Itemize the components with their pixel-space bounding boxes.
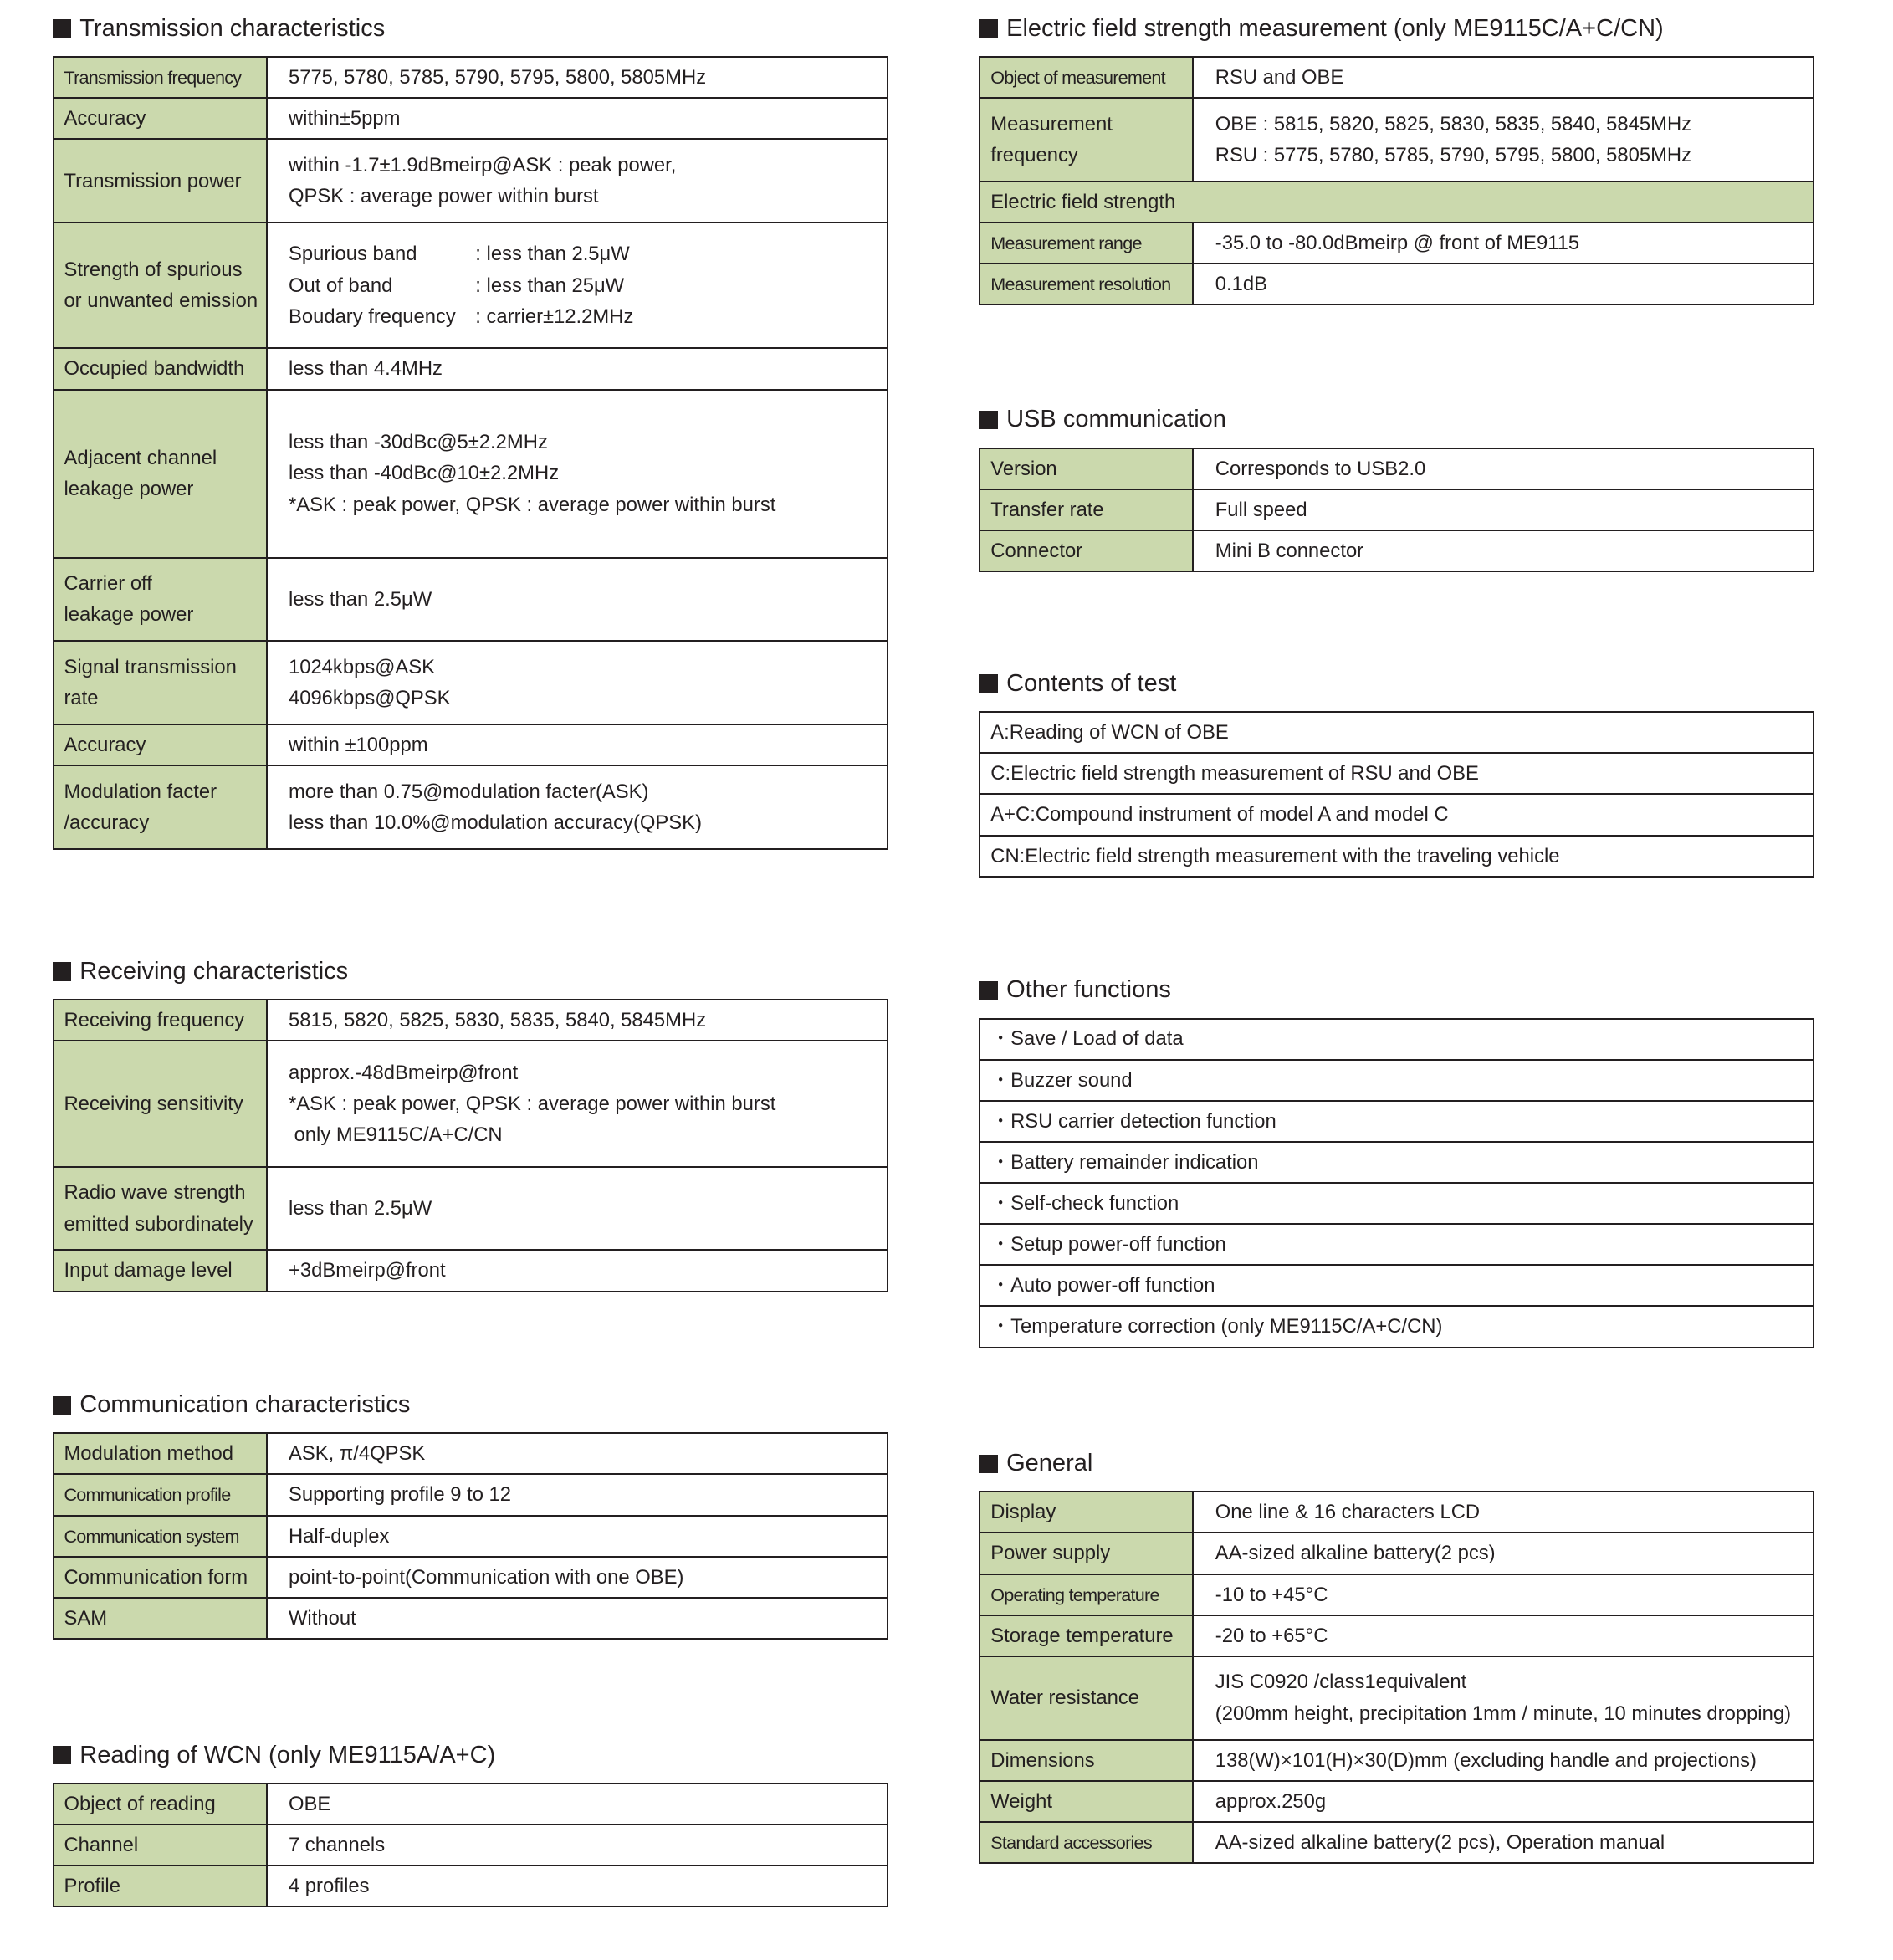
section-title — [53, 1391, 411, 1419]
label-line: Object of reading — [64, 1792, 216, 1815]
spec-table — [979, 711, 1814, 878]
value-line: 4 profiles — [288, 1874, 370, 1897]
table-row — [54, 1557, 888, 1598]
table-row — [980, 1060, 1814, 1101]
square-bullet-icon — [979, 674, 997, 693]
section-usb — [979, 406, 1814, 572]
spec-table — [979, 1491, 1814, 1864]
value-line: Corresponds to USB2.0 — [1215, 457, 1426, 480]
label-line: frequency — [990, 144, 1078, 166]
row-label — [980, 57, 1193, 98]
row-value — [1193, 57, 1814, 98]
row-label — [54, 1557, 267, 1598]
table-row — [54, 348, 888, 389]
square-bullet-icon — [53, 962, 71, 980]
square-bullet-icon — [979, 1455, 997, 1473]
table-row — [54, 765, 888, 849]
row-label — [980, 530, 1193, 571]
table-row — [54, 558, 888, 642]
label-line: leakage power — [64, 603, 194, 627]
value-line: Without — [288, 1606, 356, 1630]
value-line: within±5ppm — [288, 107, 401, 130]
table-row — [54, 1824, 888, 1865]
row-label — [54, 765, 267, 849]
table-row — [980, 836, 1814, 877]
table-row — [54, 1000, 888, 1041]
label-line: Weight — [990, 1789, 1052, 1813]
row-label — [54, 390, 267, 558]
section-electric — [979, 14, 1814, 305]
value-pair — [289, 301, 887, 332]
pair-label: Boudary frequency — [288, 304, 456, 328]
label-line: or unwanted emission — [64, 289, 258, 313]
value-line: JIS C0920 /class1equivalent — [1215, 1671, 1467, 1694]
table-row — [980, 223, 1814, 264]
value-line: less than 2.5μW — [288, 1196, 432, 1220]
section-title — [53, 958, 349, 985]
row-value — [1193, 1574, 1814, 1615]
label-line: Adjacent channel — [64, 446, 217, 469]
table-row — [980, 1183, 1814, 1224]
section-title — [53, 15, 386, 43]
label-line: Carrier off — [64, 572, 152, 596]
list-item: ・Self-check function — [980, 1183, 1814, 1224]
list-item: ・Battery remainder indication — [980, 1142, 1814, 1183]
label-line: Occupied bandwidth — [64, 357, 245, 381]
group-header-cell: Electric field strength — [980, 182, 1814, 223]
label-line: Water resistance — [990, 1686, 1140, 1710]
label-line: Storage temperature — [990, 1624, 1174, 1647]
label-line: emitted subordinately — [64, 1212, 253, 1236]
label-line: Channel — [64, 1833, 139, 1856]
value-line: *ASK : peak power, QPSK : average power within burst — [288, 493, 776, 516]
section-contents — [979, 670, 1814, 878]
label-line: Communication profile — [64, 1484, 231, 1506]
table-row — [980, 182, 1814, 223]
row-value — [267, 1474, 888, 1515]
section-other — [979, 976, 1814, 1348]
value-line: OBE — [288, 1792, 331, 1815]
list-item: ・Temperature correction (only ME9115C/A+C/CN) — [980, 1306, 1814, 1347]
row-label — [980, 223, 1193, 264]
value-line: Full speed — [1215, 498, 1307, 521]
value-line: 138(W)×101(H)×30(D)mm (excluding handle and projections) — [1215, 1748, 1757, 1772]
section-title-text: Transmission characteristics — [79, 14, 386, 42]
value-line: within ±100ppm — [288, 733, 428, 756]
row-label — [54, 1598, 267, 1639]
spec-table — [53, 1783, 888, 1907]
table-row — [980, 1781, 1814, 1822]
value-line: less than 4.4MHz — [288, 357, 443, 381]
row-value — [267, 1783, 888, 1824]
row-value — [1193, 1822, 1814, 1863]
row-label — [980, 489, 1193, 530]
row-value — [267, 1167, 888, 1251]
value-line: less than 2.5μW — [288, 587, 432, 611]
value-line: approx.-48dBmeirp@front — [288, 1061, 519, 1084]
label-line: SAM — [64, 1606, 108, 1630]
row-value — [1193, 1533, 1814, 1574]
table-row — [980, 98, 1814, 182]
section-title-text: Reading of WCN (only ME9115A/A+C) — [79, 1741, 496, 1768]
row-value — [267, 1000, 888, 1041]
table-row — [980, 57, 1814, 98]
row-label — [980, 1574, 1193, 1615]
table-row — [54, 1783, 888, 1824]
square-bullet-icon — [979, 981, 997, 1000]
row-label — [54, 1824, 267, 1865]
row-value — [267, 390, 888, 558]
row-value — [267, 1865, 888, 1906]
square-bullet-icon — [53, 1396, 71, 1415]
row-value — [267, 641, 888, 724]
row-value — [1193, 1781, 1814, 1822]
table-row — [980, 794, 1814, 835]
section-title-text: USB communication — [1006, 406, 1226, 433]
row-value — [1193, 448, 1814, 489]
table-row — [54, 139, 888, 223]
row-value — [267, 558, 888, 642]
section-title — [979, 976, 1171, 1004]
row-value — [267, 1433, 888, 1474]
label-line: Profile — [64, 1874, 120, 1897]
label-line: /accuracy — [64, 811, 150, 834]
row-value — [1193, 489, 1814, 530]
label-line: Measurement resolution — [990, 274, 1171, 295]
section-title — [53, 1742, 496, 1769]
table-row — [54, 1598, 888, 1639]
list-item: ・RSU carrier detection function — [980, 1101, 1814, 1142]
table-row — [54, 1433, 888, 1474]
row-label — [54, 1250, 267, 1291]
square-bullet-icon — [53, 1746, 71, 1764]
value-line: AA-sized alkaline battery(2 pcs) — [1215, 1542, 1496, 1565]
label-line: Receiving sensitivity — [64, 1092, 243, 1115]
table-row — [980, 1740, 1814, 1781]
value-line: ASK, π/4QPSK — [288, 1442, 426, 1466]
section-title-text: Electric field strength measurement (only ME9115C/A+C/CN) — [1006, 14, 1664, 42]
row-value — [267, 1516, 888, 1557]
table-row — [54, 1865, 888, 1906]
list-item: A+C:Compound instrument of model A and model C — [980, 794, 1814, 835]
list-item: A:Reading of WCN of OBE — [980, 712, 1814, 753]
label-line: Operating temperature — [990, 1584, 1159, 1605]
label-line: Connector — [990, 539, 1083, 562]
section-title — [979, 1450, 1092, 1477]
label-line: Object of measurement — [990, 66, 1165, 88]
row-value — [267, 1041, 888, 1166]
row-value — [267, 98, 888, 139]
section-title — [979, 670, 1176, 698]
pair-value: : less than 2.5μW — [475, 243, 630, 266]
table-row — [54, 1167, 888, 1251]
row-label — [980, 1781, 1193, 1822]
table-row — [980, 1224, 1814, 1265]
row-label — [980, 1656, 1193, 1740]
row-value — [267, 57, 888, 98]
row-value — [1193, 223, 1814, 264]
label-line: Measurement range — [990, 232, 1142, 253]
row-value — [267, 724, 888, 765]
table-row — [980, 489, 1814, 530]
value-line: more than 0.75@modulation facter(ASK) — [288, 780, 649, 803]
row-value — [1193, 530, 1814, 571]
row-value — [1193, 264, 1814, 304]
row-value — [267, 1557, 888, 1598]
row-label — [980, 448, 1193, 489]
row-value — [267, 348, 888, 389]
row-label — [54, 641, 267, 724]
table-row — [54, 223, 888, 348]
table-row — [980, 1306, 1814, 1347]
label-line: Power supply — [990, 1542, 1111, 1565]
label-line: Modulation facter — [64, 780, 217, 803]
section-general — [979, 1450, 1814, 1864]
value-line: approx.250g — [1215, 1789, 1327, 1813]
value-line: within -1.7±1.9dBmeirp@ASK : peak power, — [288, 153, 677, 177]
value-line: Supporting profile 9 to 12 — [288, 1483, 512, 1507]
section-title-text: Other functions — [1006, 976, 1171, 1004]
row-value — [1193, 1615, 1814, 1656]
value-line: 7 channels — [288, 1833, 386, 1856]
value-line: Mini B connector — [1215, 539, 1364, 562]
row-label — [54, 57, 267, 98]
row-value — [1193, 98, 1814, 182]
square-bullet-icon — [53, 19, 71, 38]
value-line: -10 to +45°C — [1215, 1583, 1328, 1606]
label-line: Transmission power — [64, 169, 242, 192]
row-label — [54, 1474, 267, 1515]
value-line: less than -40dBc@10±2.2MHz — [288, 462, 560, 485]
table-row — [980, 712, 1814, 753]
value-line: 4096kbps@QPSK — [288, 687, 451, 710]
row-label — [54, 223, 267, 348]
section-title-text: Contents of test — [1006, 670, 1177, 698]
table-row — [980, 1019, 1814, 1060]
table-row — [54, 724, 888, 765]
label-line: rate — [64, 687, 99, 710]
value-line: Half-duplex — [288, 1524, 390, 1548]
list-item: C:Electric field strength measurement of RSU and OBE — [980, 753, 1814, 794]
row-label — [980, 98, 1193, 182]
table-row — [980, 1615, 1814, 1656]
label-line: leakage power — [64, 478, 194, 500]
label-line: Modulation method — [64, 1442, 233, 1466]
pair-label: Out of band — [288, 274, 393, 297]
label-line: Accuracy — [64, 107, 146, 130]
spec-table — [53, 999, 888, 1292]
square-bullet-icon — [979, 19, 997, 38]
label-line: Version — [990, 457, 1057, 480]
table-row — [54, 1250, 888, 1291]
section-communication — [53, 1391, 888, 1640]
table-row — [980, 753, 1814, 794]
row-label — [54, 558, 267, 642]
row-label — [54, 724, 267, 765]
value-line: only ME9115C/A+C/CN — [288, 1123, 503, 1147]
section-title — [979, 15, 1663, 43]
section-title-text: Receiving characteristics — [79, 958, 349, 985]
row-value — [267, 139, 888, 223]
label-line: Transfer rate — [990, 498, 1104, 521]
spec-table — [979, 1018, 1814, 1348]
list-item: ・Save / Load of data — [980, 1019, 1814, 1060]
row-label — [54, 348, 267, 389]
spec-table — [979, 448, 1814, 572]
row-label — [54, 98, 267, 139]
table-row — [54, 641, 888, 724]
table-row — [980, 1574, 1814, 1615]
value-line: RSU and OBE — [1215, 65, 1344, 89]
square-bullet-icon — [979, 411, 997, 429]
label-line: Input damage level — [64, 1259, 233, 1282]
table-row — [980, 264, 1814, 304]
value-line: *ASK : peak power, QPSK : average power within burst — [288, 1092, 776, 1115]
spec-table — [53, 1432, 888, 1640]
value-pair — [289, 270, 887, 301]
value-line: 5775, 5780, 5785, 5790, 5795, 5800, 5805MHz — [288, 65, 707, 89]
value-pair — [289, 238, 887, 269]
label-line: Communication system — [64, 1525, 239, 1547]
value-line: 1024kbps@ASK — [288, 655, 436, 678]
value-line: +3dBmeirp@front — [288, 1259, 446, 1282]
label-line: Receiving frequency — [64, 1009, 245, 1032]
table-row — [980, 1492, 1814, 1533]
list-item: CN:Electric field strength measurement with the traveling vehicle — [980, 836, 1814, 877]
spec-table — [53, 56, 888, 850]
row-label — [54, 139, 267, 223]
table-row — [54, 390, 888, 558]
row-label — [54, 1516, 267, 1557]
value-line: (200mm height, precipitation 1mm / minute, 10 minutes dropping) — [1215, 1702, 1792, 1725]
row-value — [267, 1250, 888, 1291]
row-value — [267, 1824, 888, 1865]
table-row — [980, 1101, 1814, 1142]
table-row — [980, 448, 1814, 489]
row-label — [980, 1615, 1193, 1656]
table-row — [980, 1656, 1814, 1740]
value-line: RSU : 5775, 5780, 5785, 5790, 5795, 5800, 5805MHz — [1215, 144, 1692, 166]
value-line: less than 10.0%@modulation accuracy(QPSK) — [288, 811, 702, 834]
pair-label: Spurious band — [288, 243, 417, 266]
section-title-text: General — [1006, 1450, 1093, 1477]
value-line: -20 to +65°C — [1215, 1624, 1328, 1647]
table-row — [54, 98, 888, 139]
label-line: Dimensions — [990, 1748, 1095, 1772]
row-label — [980, 264, 1193, 304]
row-label — [980, 1822, 1193, 1863]
row-value — [267, 765, 888, 849]
section-receiving — [53, 958, 888, 1292]
value-line: 0.1dB — [1215, 273, 1267, 296]
value-line: OBE : 5815, 5820, 5825, 5830, 5835, 5840, 5845MHz — [1215, 112, 1692, 136]
table-row — [980, 1142, 1814, 1183]
row-value — [1193, 1492, 1814, 1533]
row-value — [1193, 1740, 1814, 1781]
value-line: -35.0 to -80.0dBmeirp @ front of ME9115 — [1215, 231, 1580, 254]
value-line: less than -30dBc@5±2.2MHz — [288, 431, 548, 454]
pair-value: : less than 25μW — [475, 274, 625, 297]
row-label — [54, 1433, 267, 1474]
table-row — [980, 1265, 1814, 1306]
value-line: QPSK : average power within burst — [288, 185, 599, 208]
row-label — [980, 1533, 1193, 1574]
table-row — [54, 57, 888, 98]
label-line: Accuracy — [64, 733, 146, 756]
row-value — [267, 223, 888, 348]
section-wcn — [53, 1741, 888, 1907]
list-item: ・Setup power-off function — [980, 1224, 1814, 1265]
table-row — [54, 1041, 888, 1166]
table-row — [980, 1822, 1814, 1863]
table-row — [980, 1533, 1814, 1574]
row-label — [54, 1167, 267, 1251]
section-title — [979, 406, 1226, 433]
row-label — [54, 1041, 267, 1166]
value-line: One line & 16 characters LCD — [1215, 1501, 1481, 1524]
row-value — [267, 1598, 888, 1639]
list-item: ・Auto power-off function — [980, 1265, 1814, 1306]
label-line: Display — [990, 1501, 1056, 1524]
label-line: Standard accessories — [990, 1831, 1152, 1853]
row-value — [1193, 1656, 1814, 1740]
value-line: point-to-point(Communication with one OBE) — [288, 1565, 684, 1589]
section-title-text: Communication characteristics — [79, 1391, 411, 1419]
value-line: AA-sized alkaline battery(2 pcs), Operation manual — [1215, 1830, 1665, 1854]
label-line: Strength of spurious — [64, 258, 243, 281]
row-label — [54, 1000, 267, 1041]
label-line: Signal transmission — [64, 655, 237, 678]
label-line: Transmission frequency — [64, 66, 242, 88]
pair-value: : carrier±12.2MHz — [475, 304, 634, 328]
row-label — [980, 1740, 1193, 1781]
table-row — [54, 1516, 888, 1557]
row-label — [54, 1783, 267, 1824]
label-line: Radio wave strength — [64, 1181, 246, 1205]
row-label — [980, 1492, 1193, 1533]
section-transmission — [53, 14, 888, 850]
list-item: ・Buzzer sound — [980, 1060, 1814, 1101]
table-row — [54, 1474, 888, 1515]
label-line: Communication form — [64, 1565, 248, 1589]
value-line: 5815, 5820, 5825, 5830, 5835, 5840, 5845MHz — [288, 1009, 707, 1032]
label-line: Measurement — [990, 112, 1113, 136]
spec-table — [979, 56, 1814, 305]
row-label — [54, 1865, 267, 1906]
table-row — [980, 530, 1814, 571]
